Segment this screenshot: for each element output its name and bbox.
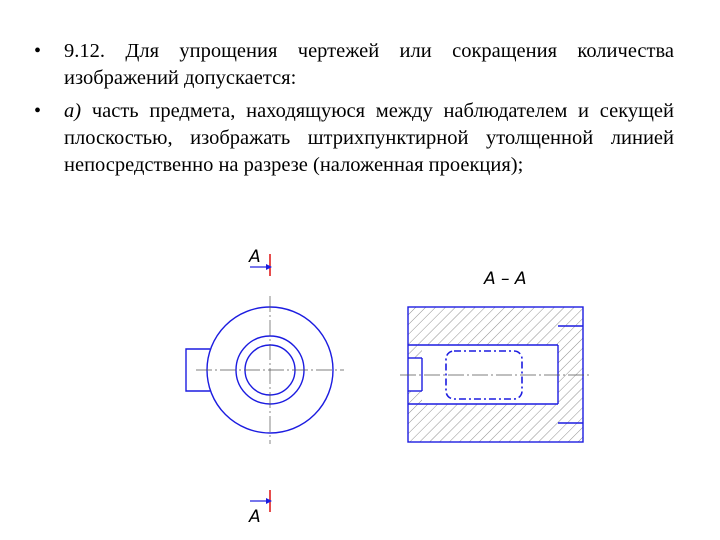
- item-body: часть предмета, находящуюся между наблюдателем и секущей плоскостью, изображать штрихпунктирной утолщенной линией непосредственно на разрезе (наложенная проекция);: [64, 100, 674, 176]
- item-label: а): [64, 100, 82, 122]
- cut-label-bottom: А: [249, 507, 261, 527]
- cut-marker-top: [248, 247, 272, 276]
- bullet-marker: •: [34, 40, 42, 62]
- bullet-marker: •: [34, 100, 42, 122]
- cut-marker-bottom: [248, 490, 272, 527]
- section-view: [400, 307, 592, 442]
- cut-label-top: А: [249, 247, 261, 267]
- bullet-text-1: 9.12. Для упрощения чертежей или сокращения количества изображений допускается:: [64, 40, 674, 89]
- front-view-centerlines: [196, 296, 344, 444]
- section-title: А – А: [484, 269, 527, 289]
